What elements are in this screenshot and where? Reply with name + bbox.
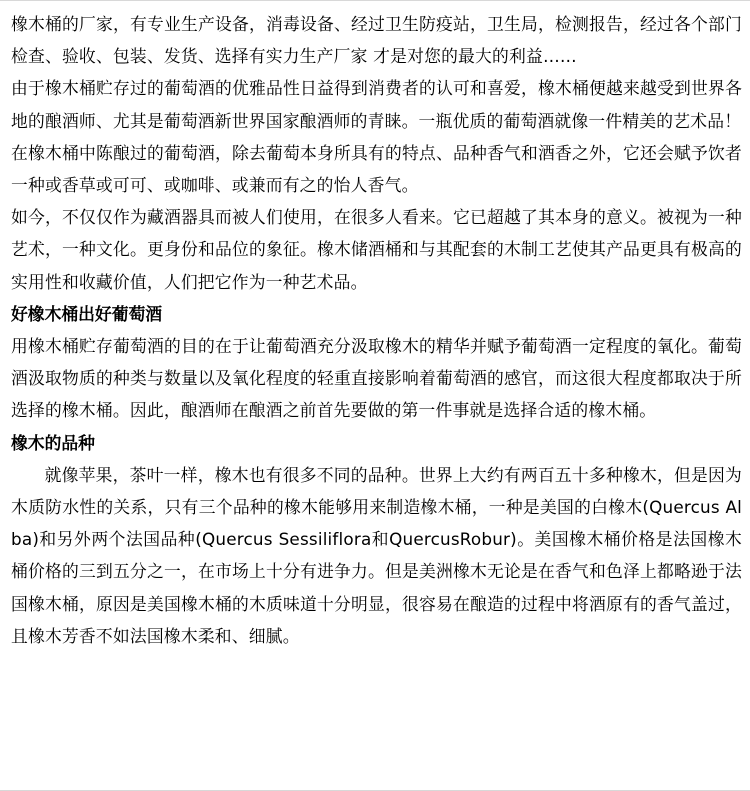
section-heading-good-barrel: 好橡木桶出好葡萄酒	[11, 303, 163, 324]
paragraph-varieties: 就像苹果，茶叶一样，橡木也有很多不同的品种。世界上大约有两百五十多种橡木，但是因为木质防水性的关系，只有三个品种的橡木能够用来制造橡木桶，一种是美国的白橡木(Quercus Alba)和另外两个法国品种(Quercus Sessiliflora和QuercusRobur)。美国橡木桶价格是法国橡木桶价格的三到五分之一，在市场上十分有进争力。但是美洲橡木无论是在香气和色泽上都略逊于法国橡木桶，原因是美国橡木桶的木质味道十分明显，很容易在酿造的过程中将酒原有的香气盖过，且橡木芳香不如法国橡木柔和、细腻。	[11, 464, 742, 646]
paragraph-aroma: 在橡木桶中陈酿过的葡萄酒，除去葡萄本身所具有的特点、品种香气和酒香之外，它还会赋予饮者一种或香草或可可、或咖啡、或兼而有之的怡人香气。	[11, 142, 742, 196]
paragraph-culture: 如今，不仅仅作为藏酒器具而被人们使用，在很多人看来。它已超越了其本身的意义。被视为一种艺术，一种文化。更身份和品位的象征。橡木储酒桶和与其配套的木制工艺使其产品更具有极高的实用性和收藏价值，人们把它作为一种艺术品。	[11, 207, 742, 292]
paragraph-popularity: 由于橡木桶贮存过的葡萄酒的优雅品性日益得到消费者的认可和喜爱，橡木桶便越来越受到世界各地的酿酒师、尤其是葡萄酒新世界国家酿酒师的青睐。一瓶优质的葡萄酒就像一件精美的艺术品！	[11, 78, 742, 131]
paragraph-purpose: 用橡木桶贮存葡萄酒的目的在于让葡萄酒充分汲取橡木的精华并赋予葡萄酒一定程度的氧化。葡萄酒汲取物质的种类与数量以及氧化程度的轻重直接影响着葡萄酒的感官，而这很大程度都取决于所选择的橡木桶。因此，酿酒师在酿酒之前首先要做的第一件事就是选择合适的橡木桶。	[11, 336, 742, 421]
section-heading-oak-varieties: 橡木的品种	[11, 432, 95, 453]
paragraph-manufacturer: 橡木桶的厂家，有专业生产设备，消毒设备、经过卫生防疫站，卫生局，检测报告，经过各个部门检查、验收、包装、发货、选择有实力生产厂家 才是对您的最大的利益……	[11, 14, 742, 67]
